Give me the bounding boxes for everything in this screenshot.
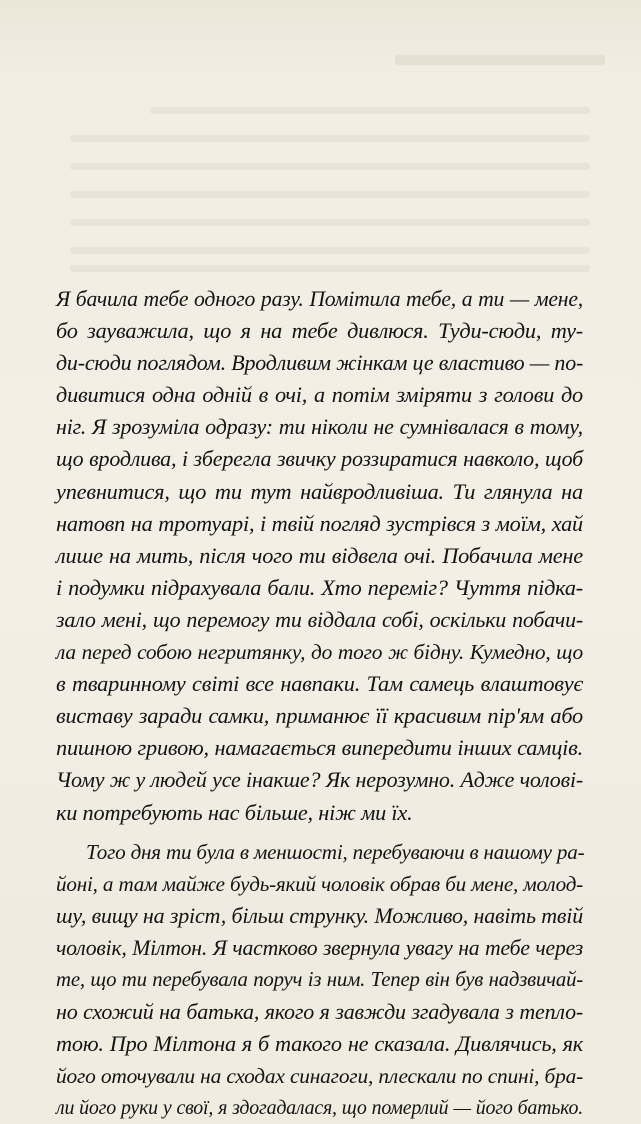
text-line: бо зауважила, що я на тебе дивлюся. Туди-сюди, ту- bbox=[56, 318, 583, 344]
text-line: ди-сюди поглядом. Вродливим жінкам це властиво — по- bbox=[56, 350, 584, 376]
text-line: і подумки підрахувала бали. Хто переміг? Чуття підка- bbox=[56, 574, 583, 600]
page-body-text bbox=[56, 283, 583, 1124]
text-line: дивитися одна одній в очі, а потім зміряти з голови до bbox=[56, 382, 583, 408]
text-line: зало мені, що перемогу ти віддала собі, оскільки побачи- bbox=[56, 606, 583, 632]
text-line: ла перед собою негритянку, до того ж бідну. Кумедно, що bbox=[56, 640, 583, 665]
text-line: ніг. Я зрозуміла одразу: ти ніколи не сумнівалася в тому, bbox=[56, 414, 583, 440]
text-line: Чому ж у людей усе інакше? Як нерозумно. Адже чолові- bbox=[56, 767, 583, 793]
text-line: те, що ти перебувала поруч із ним. Тепер він був надзвичай- bbox=[56, 967, 583, 991]
text-line: ли його руки у свої, я здогадалася, що померлий — його батько. bbox=[56, 1097, 583, 1120]
text-line: пишною гривою, намагається випередити інших самців. bbox=[56, 735, 583, 761]
text-line: шу, вищу на зріст, більш струнку. Можливо, навіть твій bbox=[56, 902, 583, 928]
text-line: в тваринному світі все навпаки. Там самець влаштовує bbox=[56, 671, 583, 697]
text-line: Я бачила тебе одного разу. Помітила тебе, а ти — мене, bbox=[56, 287, 583, 311]
text-line: чоловік, Мілтон. Я частково звернула увагу на тебе через bbox=[56, 935, 583, 960]
paragraph-1 bbox=[56, 283, 583, 829]
bleed-through-text bbox=[0, 55, 641, 275]
text-line: його оточували на сходах синагоги, плескали по спині, бра- bbox=[56, 1064, 583, 1089]
text-line: но схожий на батька, якого я завжди згадувала з тепло- bbox=[56, 999, 583, 1025]
text-line: йоні, а там майже будь-який чоловік обрав би мене, молод- bbox=[56, 871, 583, 896]
text-line: Того дня ти була в меншості, перебуваючи в нашому ра- bbox=[86, 839, 585, 864]
text-line: що вродлива, і зберегла звичку роззиратися навколо, щоб bbox=[56, 446, 583, 472]
paragraph-2 bbox=[56, 836, 583, 1124]
text-line: тою. Про Мілтона я б такого не сказала. Дивлячись, як bbox=[56, 1031, 583, 1057]
text-line: ки потребують нас більше, ніж ми їх. bbox=[56, 799, 413, 825]
text-line: виставу заради самки, приманює її красивим пір'ям або bbox=[56, 703, 583, 729]
text-line: упевнитися, що ти тут найвродливіша. Ти глянула на bbox=[56, 478, 583, 504]
text-line: лише на мить, після чого ти відвела очі. Побачила мене bbox=[56, 542, 583, 568]
text-line: натовп на тротуарі, і твій погляд зустрівся з моїм, хай bbox=[56, 510, 583, 536]
